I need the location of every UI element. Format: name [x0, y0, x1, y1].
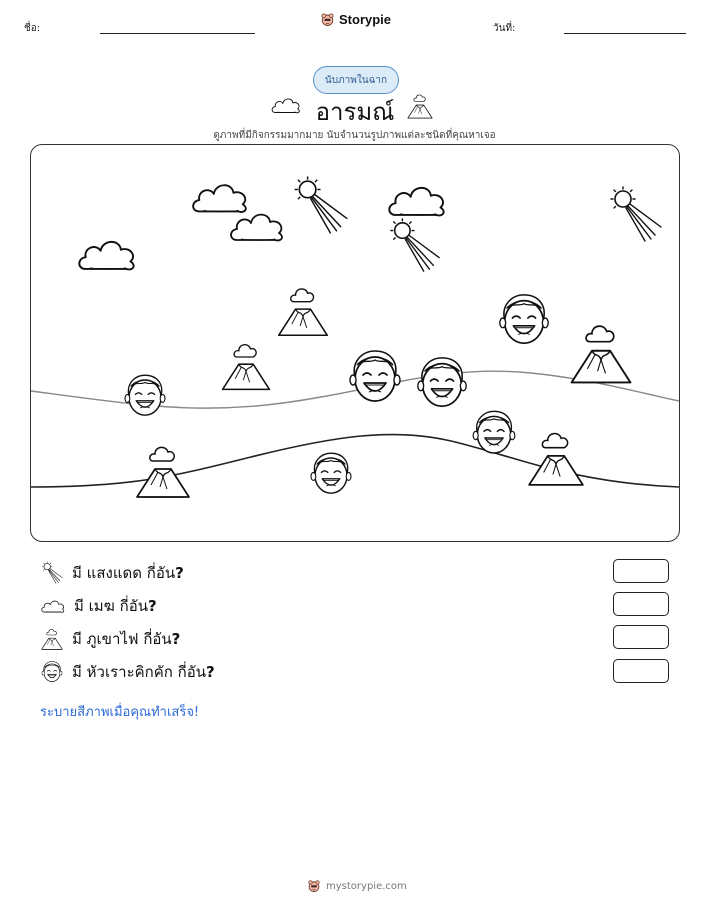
volcano-icon	[40, 627, 64, 651]
volcano-icon	[279, 289, 328, 335]
question-mark: ?	[175, 564, 184, 582]
answer-box-volcano[interactable]	[613, 625, 669, 649]
question-cloud	[40, 594, 157, 618]
question-sun	[40, 561, 184, 585]
laughing-face-icon	[350, 351, 400, 401]
cloud-icon	[193, 185, 246, 212]
sun-icon	[40, 561, 64, 585]
date-line[interactable]	[564, 33, 686, 34]
question-subject: ภูเขาไฟ	[86, 630, 139, 648]
mascot-icon	[307, 879, 321, 893]
footer-site[interactable]: mystorypie.com	[326, 880, 407, 892]
mascot-icon	[320, 12, 335, 27]
sun-icon	[611, 187, 661, 241]
question-suffix: กี่อัน	[143, 630, 172, 648]
answer-box-sun[interactable]	[613, 559, 669, 583]
brand-name: Storypie	[339, 12, 392, 27]
cloud-icon	[389, 188, 443, 216]
cloud-icon	[40, 596, 66, 616]
counting-scene	[30, 144, 680, 542]
instruction-text: ดูภาพที่มีกิจกรรมมากมาย นับจำนวนรูปภาพแต่ละชนิดที่คุณหาเจอ	[213, 130, 496, 141]
question-suffix: กี่อัน	[119, 597, 148, 615]
question-subject: หัวเราะคิกคัก	[86, 663, 173, 681]
answer-box-cloud[interactable]	[613, 592, 669, 616]
coloring-instruction: ระบายสีภาพเมื่อคุณทำเสร็จ!	[40, 705, 200, 720]
question-prefix: มี	[72, 630, 82, 648]
question-volcano	[40, 627, 180, 651]
answer-box-face[interactable]	[613, 659, 669, 683]
sun-icon	[295, 177, 347, 233]
question-subject: เมฆ	[88, 597, 115, 615]
volcano-icon	[223, 345, 270, 390]
brand-logo	[320, 12, 391, 27]
volcano-icon	[405, 92, 435, 120]
scene-artwork	[31, 145, 679, 541]
volcano-icon	[529, 434, 583, 485]
question-face	[40, 660, 215, 684]
volcano-icon	[572, 326, 631, 382]
page-title: อารมณ์	[315, 98, 395, 126]
cloud-icon	[270, 94, 302, 116]
question-prefix: มี	[72, 564, 82, 582]
question-subject: แสงแดด	[86, 564, 142, 582]
sun-icon	[391, 219, 439, 271]
laughing-face-icon	[473, 411, 515, 453]
volcano-icon	[137, 447, 189, 497]
cloud-icon	[79, 242, 133, 270]
question-mark: ?	[147, 597, 157, 615]
laughing-face-icon	[418, 358, 466, 406]
cloud-icon	[231, 215, 282, 241]
front-hill-line	[31, 434, 679, 487]
question-mark: ?	[206, 663, 215, 681]
laughing-face-icon	[40, 660, 64, 684]
question-prefix: มี	[74, 597, 84, 615]
laughing-face-icon	[311, 453, 351, 493]
name-line[interactable]	[100, 33, 255, 34]
name-label: ชื่อ:	[24, 23, 41, 34]
date-label: วันที่:	[493, 23, 516, 34]
question-prefix: มี	[72, 663, 82, 681]
footer	[307, 879, 407, 893]
laughing-face-icon	[125, 375, 165, 415]
category-badge: นับภาพในฉาก	[313, 66, 399, 94]
question-mark: ?	[171, 630, 181, 648]
laughing-face-icon	[500, 295, 548, 343]
question-suffix: กี่อัน	[146, 564, 176, 582]
question-suffix: กี่อัน	[177, 663, 207, 681]
